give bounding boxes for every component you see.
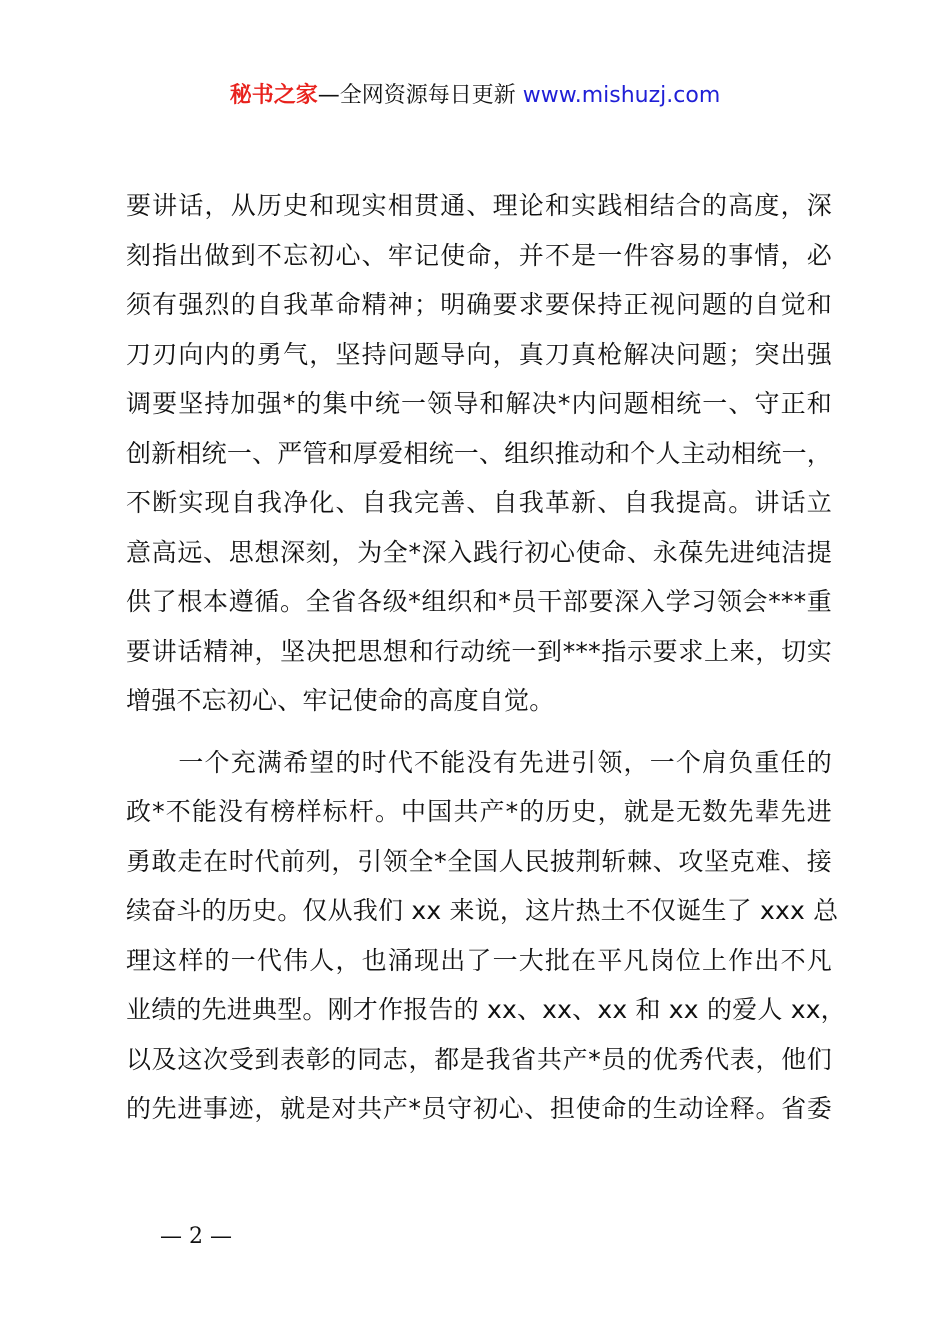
text-line: 刻指出做到不忘初心、牢记使命，并不是一件容易的事情，必 (126, 240, 832, 270)
page-number: — 2 — (160, 1224, 232, 1249)
text-line: 不断实现自我净化、自我完善、自我革新、自我提高。讲话立 (126, 488, 832, 517)
text-line: 供了根本遵循。全省各级*组织和*员干部要深入学习领会***重 (126, 587, 832, 616)
text-line: 意高远、思想深刻，为全*深入践行初心使命、永葆先进纯洁提 (126, 537, 832, 567)
text-line: 刀刃向内的勇气，坚持问题导向，真刀真枪解决问题；突出强 (126, 339, 832, 369)
text-line: 业绩的先进典型。刚才作报告的 xx、xx、xx 和 xx 的爱人 xx， (126, 995, 846, 1024)
text-line: 须有强烈的自我革命精神；明确要求要保持正视问题的自觉和 (126, 290, 832, 319)
site-header (0, 80, 950, 112)
text-line: 勇敢走在时代前列，引领全*全国人民披荆斩棘、攻坚克难、接 (126, 846, 832, 876)
text-line: 一个充满希望的时代不能没有先进引领，一个肩负重任的 (126, 747, 832, 777)
text-line: 要讲话，从历史和现实相贯通、理论和实践相结合的高度，深 (126, 191, 832, 220)
site-url[interactable]: www.mishuzj.com (522, 83, 721, 108)
brand-name: 秘书之家 (229, 83, 318, 108)
text-line: 理这样的一代伟人，也涌现出了一大批在平凡岗位上作出不凡 (126, 945, 832, 975)
text-line: 政*不能没有榜样标杆。中国共产*的历史，就是无数先辈先进 (126, 797, 832, 826)
paragraph-2 (126, 738, 846, 1134)
text-line: 续奋斗的历史。仅从我们 xx 来说，这片热土不仅诞生了 xxx 总 (126, 896, 839, 925)
document-body (126, 181, 846, 1134)
text-line: 增强不忘初心、牢记使命的高度自觉。 (126, 686, 555, 715)
paragraph-1 (126, 181, 832, 726)
text-line: 要讲话精神，坚决把思想和行动统一到***指示要求上来，切实 (126, 636, 832, 666)
text-line: 调要坚持加强*的集中统一领导和解决*内问题相统一、守正和 (126, 389, 832, 418)
text-line: 以及这次受到表彰的同志，都是我省共产*员的优秀代表，他们 (126, 1044, 832, 1074)
text-line: 的先进事迹，就是对共产*员守初心、担使命的生动诠释。省委 (126, 1094, 832, 1123)
header-tagline: —全网资源每日更新 (317, 83, 523, 108)
paragraph-spacer (126, 726, 832, 738)
text-line: 创新相统一、严管和厚爱相统一、组织推动和个人主动相统一， (126, 438, 832, 468)
